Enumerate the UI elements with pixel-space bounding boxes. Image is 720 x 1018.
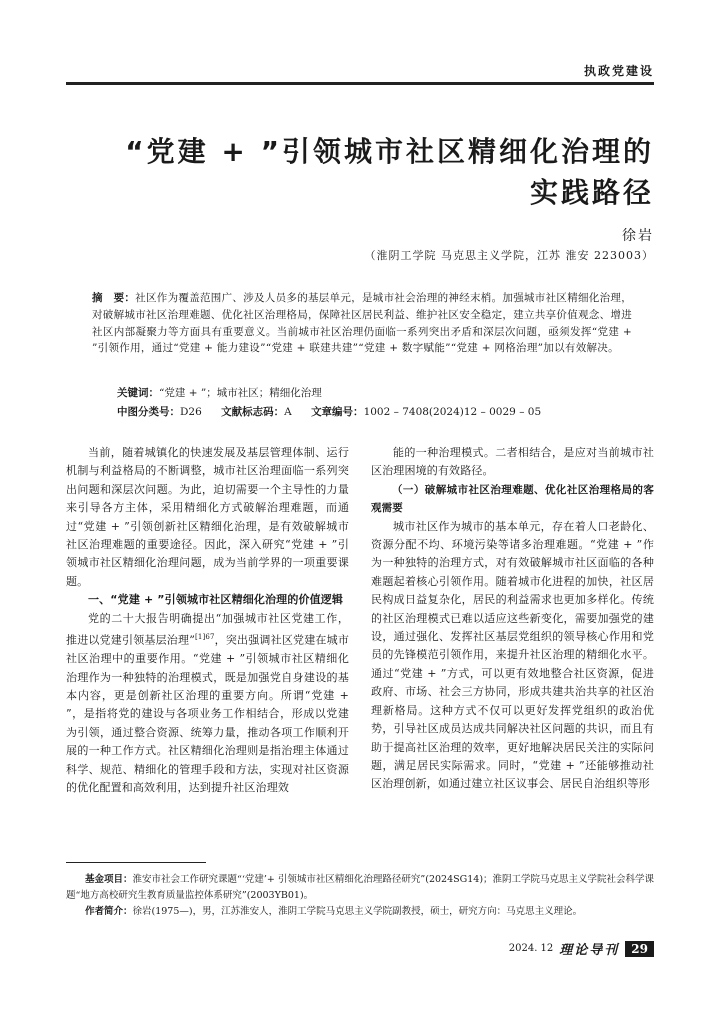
section-tag: 执政党建设 [583, 64, 654, 78]
author-bio-text: 徐岩(1975—)，男，江苏淮安人，淮阴工学院马克思主义学院副教授，硕士，研究方向：马克思主义理论。 [132, 906, 583, 917]
page-footer [509, 939, 654, 958]
citation-ref: [1]67 [194, 633, 215, 642]
body-paragraph: 能的一种治理模式。二者相结合，是应对当前城市社区治理困境的有效路径。 [371, 446, 654, 478]
keywords-text: “党建 + ”；城市社区；精细化治理 [159, 387, 322, 399]
classification-meta [117, 404, 541, 419]
article-title-line1: “党建 + ”引领城市社区精细化治理的 [125, 135, 654, 168]
footnote-rule [66, 862, 206, 863]
author-name: 徐岩 [622, 228, 654, 244]
abstract [92, 290, 632, 357]
keywords [117, 385, 322, 400]
fund-label: 基金项目： [85, 874, 133, 885]
body-paragraph: 当前，随着城镇化的快速发展及基层管理体制、运行机制与利益格局的不断调整，城市社区治理面临一系列突出问题和深层次问题。为此，迫切需要一个主导性的力量来引导各方主体，采用精细化方式破解治理难题，而通过“党建 + ”引领创新社区精细化治理，是有效破解城市社区治理难题的重要途径。因此，深入研究“党建 + ”引领城市社区精细化治理问题，成为当前学界的一项重要课题。 [66, 446, 349, 588]
header-rule [66, 82, 654, 85]
author-affiliation: （淮阴工学院 马克思主义学院，江苏 淮安 223003） [364, 249, 654, 262]
subsection-heading-1: （一）破解城市社区治理难题、优化社区治理格局的客观需要 [371, 483, 654, 515]
footnotes [66, 872, 656, 920]
clc-value: D26 [180, 406, 202, 418]
body-paragraph: 城市社区作为城市的基本单元，存在着人口老龄化、资源分配不均、环境污染等诸多治理难题。“党建 + ”作为一种独特的治理方式，对有效破解城市社区面临的各种难题起着核心引领作用。随着城市化进程的加快，社区居民构成日益复杂化，居民的利益需求也更加多样化。传统的社区治理模式已难以适应这些新变化，需要加强党的建设，通过强化、发挥社区基层党组织的领导核心作用和党员的先锋模范引领作用，来提升社区治理的精细化水平。通过“党建 + ”方式，可以更有效地整合社区资源，促进政府、市场、社会三方协同，形成共建共治共享的社区治理新格局。这种方式不仅可以更好发挥党组织的政治优势，引导社区成员达成共同解决社区问题的共识，而且有助于提高社区治理的效率，更好地解决居民关注的实际问题，满足居民实际需求。同时，“党建 + ”还能够推动社区治理创新，如通过建立社区议事会、居民自治组织等形 [371, 519, 654, 791]
article-id-value: 1002 – 7408(2024)12 – 0029 – 05 [363, 406, 542, 418]
body-paragraph [66, 610, 349, 798]
author-bio [66, 904, 656, 920]
body-column-left [66, 444, 349, 797]
body-text: ，突出强调社区党建在城市社区治理中的重要作用。“党建 + ”引领城市社区精细化治理作为一种独特的治理模式，既是加强党自身建设的基本内容，更是创新社区治理的重要方向。所谓“党建 + ”，是指将党的建设与各项业务工作相结合，形成以党建为引领，通过整合资源、统筹力量，推动各项工作顺利开展的一种工作方式。社区精细化治理则是指治理主体通过科学、规范、精细化的管理手段和方法，实现对社区资源的优化配置和高效利用，达到提升社区治理效 [66, 633, 349, 794]
doc-code-label: 文献标志码： [221, 406, 285, 418]
article-id-label: 文章编号： [311, 406, 364, 418]
page-number: 29 [625, 941, 654, 957]
fund-note [66, 872, 656, 904]
article-title-line2: 实践路径 [529, 176, 654, 209]
keywords-label: 关键词： [117, 387, 159, 399]
body-column-right [371, 444, 654, 794]
journal-name: 理论导刊 [559, 943, 620, 958]
section-heading-1: 一、“党建 + ”引领城市社区精细化治理的价值逻辑 [88, 593, 344, 607]
abstract-label: 摘 要： [92, 292, 136, 304]
clc-label: 中图分类号： [117, 406, 180, 418]
fund-text: 淮安市社会工作研究课题“‘党建’+ 引领城市社区精细化治理路径研究”(2024SG14)；淮阴工学院马克思主义学院社会科学课题“地方高校研究生教育质量监控体系研究”(2003YB01)。 [66, 874, 655, 901]
abstract-text: 社区作为覆盖范围广、涉及人员多的基层单元，是城市社会治理的神经末梢。加强城市社区精细化治理，对破解城市社区治理难题、优化社区治理格局，保障社区居民利益、维护社区安全稳定，建立共享价值观念、增进社区内部凝聚力等方面具有重要意义。当前城市社区治理仍面临一系列突出矛盾和深层次问题，亟须发挥“党建 + ”引领作用，通过“党建 + 能力建设”“党建 + 联建共建”“党建 + 数字赋能”“党建 + 网格治理”加以有效解决。 [92, 292, 633, 355]
doc-code-value: A [284, 406, 292, 418]
issue-date: 2024. 12 [508, 943, 554, 954]
body-text: 党的二十大报告明确提出“加强城市社区党建工作，推进以党建引领基层治理” [66, 611, 349, 647]
author-bio-label: 作者简介： [85, 906, 133, 917]
